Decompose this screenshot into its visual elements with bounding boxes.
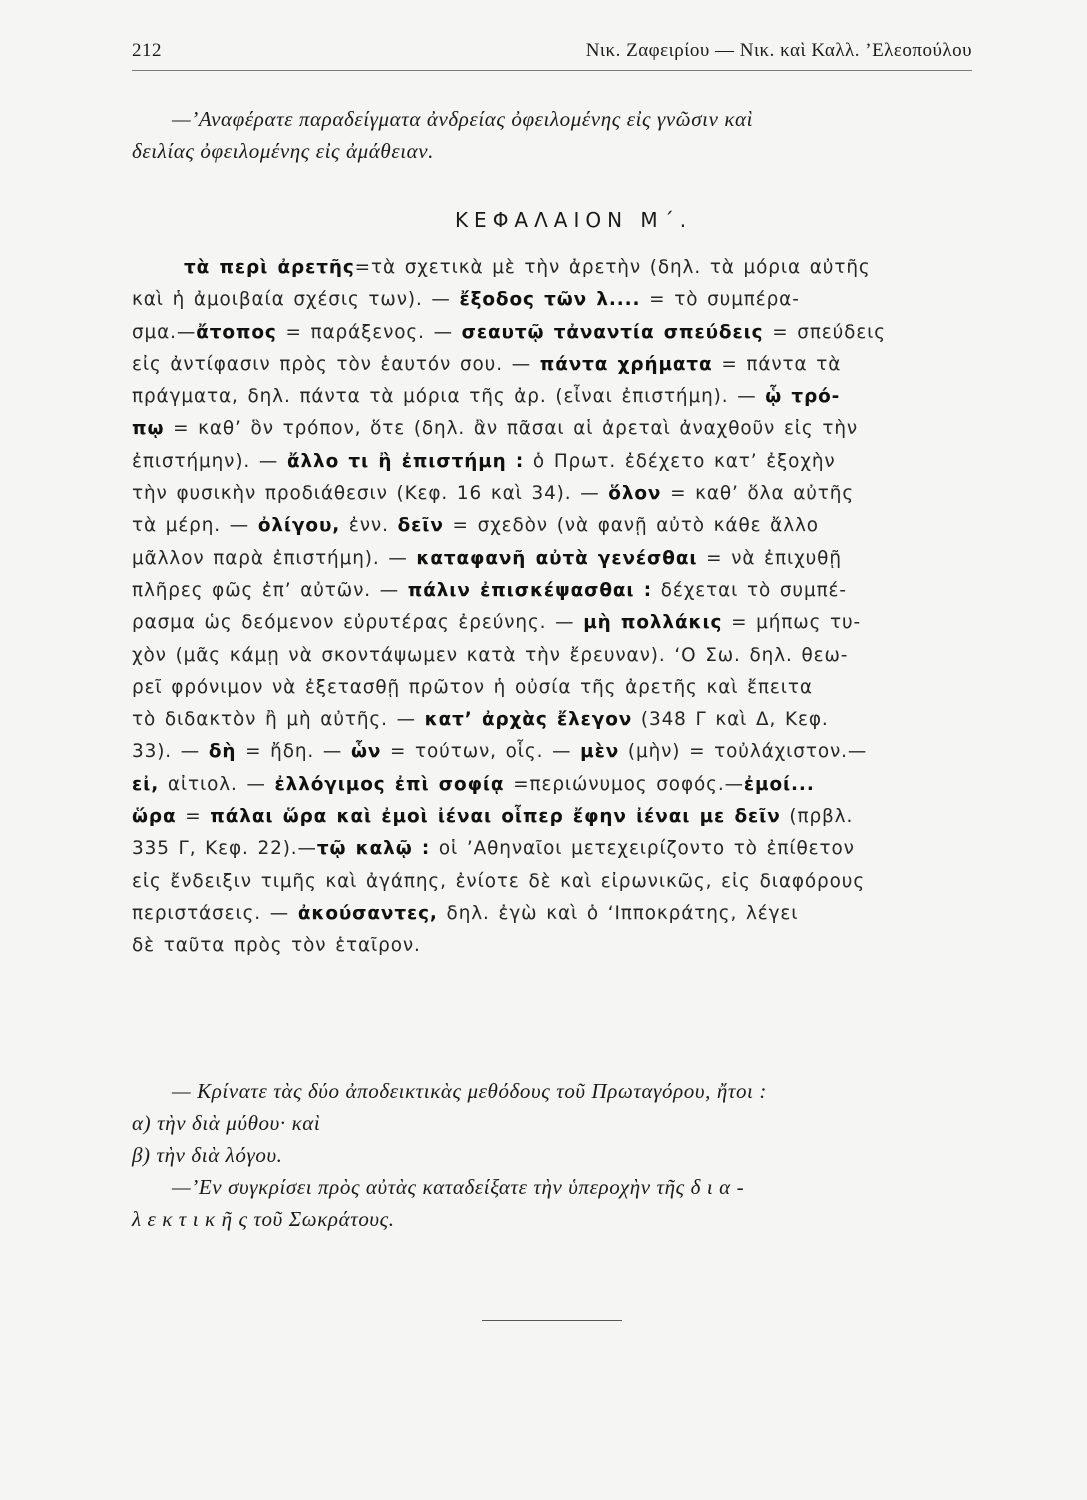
commentary-line xyxy=(132,640,972,672)
lemma-term: ἀκούσαντες, xyxy=(297,902,438,924)
header-authors: Νικ. Ζαφειρίου — Νικ. καὶ Καλλ. ’Ελεοπούλου xyxy=(585,40,972,61)
question-1-line-1: —’Αναφέρατε παραδείγματα ἀνδρείας ὀφειλομένης εἰς γνῶσιν καὶ xyxy=(172,107,754,131)
gloss-text: καὶ ἡ ἀμοιβαία σχέσις των). — xyxy=(132,289,460,311)
gloss-text: δέχεται τὸ συμπέ- xyxy=(652,579,847,601)
gloss-text: =τὰ σχετικὰ μὲ τὴν ἀρετὴν (δηλ. τὰ μόρια αὐτῆς xyxy=(354,257,871,278)
commentary-line xyxy=(132,446,972,478)
gloss-text: = xyxy=(176,806,211,828)
page-number: 212 xyxy=(132,40,162,61)
question-block-1 xyxy=(132,103,972,167)
commentary-line xyxy=(132,543,972,575)
lemma-term: ἄλλο τι ἢ ἐπιστήμη : xyxy=(286,450,525,472)
commentary-body xyxy=(132,252,972,963)
gloss-text: περιστάσεις. — xyxy=(132,902,298,924)
gloss-text: τὰ μέρη. — xyxy=(132,515,258,537)
gloss-text: = μήπως τυ- xyxy=(722,612,862,634)
lemma-term: ὥρα xyxy=(132,806,177,828)
gloss-text: (348 Γ καὶ Δ, Κεφ. xyxy=(632,709,829,731)
commentary-line xyxy=(132,898,972,930)
gloss-text: 33). — xyxy=(132,741,209,763)
gloss-text: ἐπιστήμην). — xyxy=(132,450,287,472)
commentary-line xyxy=(132,736,972,768)
commentary-line xyxy=(132,284,972,316)
lemma-term: πῳ xyxy=(132,418,165,440)
header-rule xyxy=(132,70,972,71)
lemma-term: ᾧ τρό- xyxy=(765,386,841,408)
lemma-term: δὴ xyxy=(208,741,237,763)
lemma-term: πάλιν ἐπισκέψασθαι : xyxy=(407,579,653,601)
commentary-line xyxy=(132,381,972,413)
gloss-text: ρεῖ φρόνιμον νὰ ἐξετασθῇ πρῶτον ἡ οὐσία τῆς ἀρετῆς καὶ ἔπειτα xyxy=(132,676,813,698)
lemma-term: ὅλον xyxy=(608,483,662,505)
commentary-line xyxy=(132,575,972,607)
lemma-term: ὀλίγου, xyxy=(257,515,341,537)
gloss-text: = καθ’ ὅλα αὐτῆς xyxy=(661,483,855,505)
gloss-text: = ἤδη. — xyxy=(236,741,351,763)
lemma-term: καταφανῆ αὐτὰ γενέσθαι xyxy=(416,547,698,569)
lemma-term: πάλαι ὥρα καὶ ἐμοὶ ἰέναι οἷπερ ἔφην ἰέναι με δεῖν xyxy=(210,806,781,828)
gloss-text: =περιώνυμος σοφός.— xyxy=(504,773,744,795)
commentary-line xyxy=(132,866,972,898)
question-2-line-4: —’Εν συγκρίσει πρὸς αὐτὰς καταδείξατε τὴν ὑπεροχὴν τῆς δ ι α - xyxy=(172,1175,745,1199)
commentary-line xyxy=(132,704,972,736)
gloss-text: σμα.— xyxy=(132,321,197,343)
gloss-text: 335 Γ, Κεφ. 22).— xyxy=(132,838,317,860)
lemma-term: δεῖν xyxy=(397,515,444,537)
gloss-text: ρασμα ὡς δεόμενον εὐρυτέρας ἐρεύνης. — xyxy=(132,612,584,634)
gloss-text: πράγματα, δηλ. πάντα τὰ μόρια τῆς ἀρ. (εἶναι ἐπιστήμη). — xyxy=(132,386,766,408)
commentary-line xyxy=(132,349,972,381)
commentary-line xyxy=(132,252,972,284)
gloss-text: (μὴν) = τοὐλάχιστον.— xyxy=(619,741,868,763)
gloss-text: τὸ διδακτὸν ἢ μὴ αὐτῆς. — xyxy=(132,709,425,731)
chapter-title: ΚΕΦΑΛΑΙΟΝ Μ΄. xyxy=(454,208,693,232)
lemma-term: κατ’ ἀρχὰς ἔλεγον xyxy=(424,709,633,731)
lemma-term: ἐλλόγιμος ἐπὶ σοφίᾳ xyxy=(274,773,505,795)
question-2-line-1: — Κρίνατε τὰς δύο ἀποδεικτικὰς μεθόδους τοῦ Πρωταγόρου, ἤτοι : xyxy=(172,1079,767,1103)
commentary-line xyxy=(132,769,972,801)
lemma-term: ὧν xyxy=(350,741,382,763)
lemma-term: μὲν xyxy=(580,741,620,763)
commentary-line xyxy=(132,672,972,704)
gloss-text: ὁ Πρωτ. ἐδέχετο κατ’ ἐξοχὴν xyxy=(524,450,836,472)
gloss-text: = σχεδὸν (νὰ φανῇ αὐτὸ κάθε ἄλλο xyxy=(443,515,819,537)
lemma-term: σεαυτῷ τἀναντία σπεύδεις xyxy=(461,321,764,343)
closing-rule xyxy=(482,1320,622,1321)
commentary-line xyxy=(132,413,972,445)
commentary-line xyxy=(132,801,972,833)
lemma-term: εἰ, xyxy=(132,773,160,795)
gloss-text: αἰτιολ. — xyxy=(159,773,275,795)
commentary-line xyxy=(132,478,972,510)
gloss-text: πλῆρες φῶς ἐπ’ αὐτῶν. — xyxy=(132,579,408,601)
gloss-text: τὴν φυσικὴν προδιάθεσιν (Κεφ. 16 καὶ 34). — xyxy=(132,483,609,505)
lemma-term: τῷ καλῷ : xyxy=(316,838,431,860)
lemma-term: ἔξοδος τῶν λ.... xyxy=(459,289,641,311)
gloss-text: ἐνν. xyxy=(340,515,398,537)
commentary-line xyxy=(132,607,972,639)
gloss-text: = τούτων, οἷς. — xyxy=(381,741,581,763)
gloss-text: = παράξενος. — xyxy=(276,321,462,343)
gloss-text: εἰς ἀντίφασιν πρὸς τὸν ἑαυτόν σου. — xyxy=(132,353,540,375)
gloss-text: = καθ’ ὃν τρόπον, ὅτε (δηλ. ἂν πᾶσαι αἱ ἀρεταὶ ἀναχθοῦν εἰς τὴν xyxy=(164,418,859,440)
gloss-text: μᾶλλον παρὰ ἐπιστήμη). — xyxy=(132,547,417,569)
gloss-text: = τὸ συμπέρα- xyxy=(640,289,800,311)
commentary-line xyxy=(132,833,972,865)
gloss-text: χὸν (μᾶς κάμῃ νὰ σκοντάψωμεν κατὰ τὴν ἔρευναν). ‘Ο Σω. δηλ. θεω- xyxy=(132,644,849,666)
lemma-term: πάντα χρήματα xyxy=(539,353,713,375)
running-header xyxy=(132,40,972,70)
lemma-term: ἄτοπος xyxy=(196,321,277,343)
question-block-2 xyxy=(132,1075,972,1235)
question-1-line-2: δειλίας ὀφειλομένης εἰς ἀμάθειαν. xyxy=(132,139,435,163)
lemma-term: τὰ περὶ ἀρετῆς xyxy=(184,257,355,278)
commentary-line xyxy=(132,930,972,962)
gloss-text: = νὰ ἐπιχυθῇ xyxy=(697,547,842,569)
gloss-text: δὲ ταῦτα πρὸς τὸν ἑταῖρον. xyxy=(132,935,421,957)
gloss-text: = πάντα τὰ xyxy=(712,353,842,375)
gloss-text: εἰς ἔνδειξιν τιμῆς καὶ ἀγάπης, ἐνίοτε δὲ καὶ εἰρωνικῶς, εἰς διαφόρους xyxy=(132,870,866,892)
commentary-line xyxy=(132,317,972,349)
gloss-text: οἱ ’Αθηναῖοι μετεχειρίζοντο τὸ ἐπίθετον xyxy=(430,838,855,860)
commentary-line xyxy=(132,510,972,542)
question-2-line-2: α) τὴν διὰ μύθου· καὶ xyxy=(132,1111,321,1135)
question-2-line-3: β) τὴν διὰ λόγου. xyxy=(132,1143,283,1167)
gloss-text: δηλ. ἐγὼ καὶ ὁ ‘Ιπποκράτης, λέγει xyxy=(437,902,799,924)
lemma-term: μὴ πολλάκις xyxy=(583,612,723,634)
gloss-text: = σπεύδεις xyxy=(763,321,886,343)
question-2-line-5: λ ε κ τ ι κ ῆ ς τοῦ Σωκράτους. xyxy=(132,1207,395,1231)
lemma-term: ἐμοί... xyxy=(743,773,815,795)
gloss-text: (πρβλ. xyxy=(780,806,854,828)
